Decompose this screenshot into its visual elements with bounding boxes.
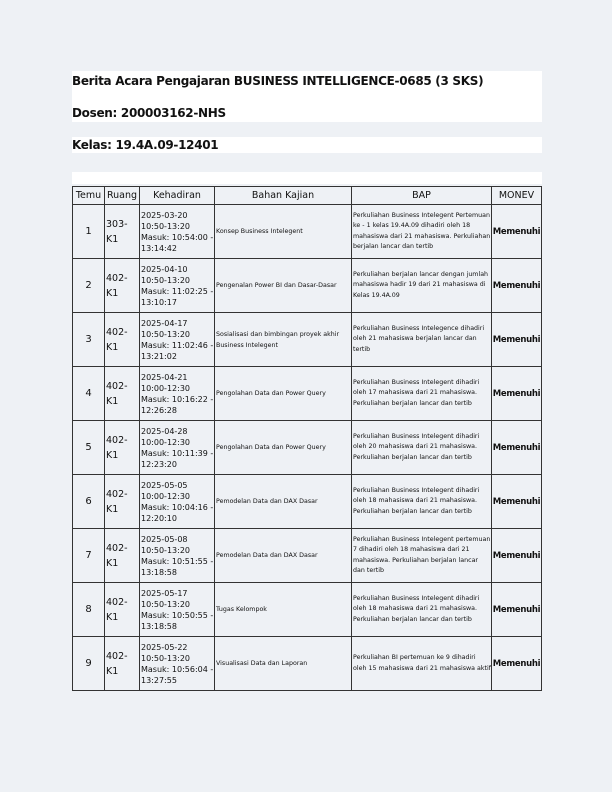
meeting-number: 8 xyxy=(73,583,105,637)
table-row xyxy=(73,583,542,637)
table-row xyxy=(73,637,542,691)
table-row xyxy=(73,205,542,259)
study-material: Konsep Business Intelegent xyxy=(215,205,352,259)
study-material: Pemodelan Data dan DAX Dasar xyxy=(215,475,352,529)
document-title: Berita Acara Pengajaran BUSINESS INTELLIGENCE-0685 (3 SKS) xyxy=(72,74,484,88)
table-row xyxy=(73,421,542,475)
column-header-ruang: Ruang xyxy=(105,187,140,205)
monev-status: Memenuhi xyxy=(492,313,542,367)
lecture-report: Perkuliahan Business Intelegent dihadiri oleh 20 mahasiswa dari 21 mahasiswa. Perkuliahan berjalan lancar dan tertib xyxy=(352,421,492,475)
room: 402-K1 xyxy=(105,529,140,583)
monev-status: Memenuhi xyxy=(492,421,542,475)
lecture-report: Perkuliahan Business Intelegent pertemuan 7 dihadiri oleh 18 mahasiswa dari 21 mahasiswa. Perkuliahan berjalan lancar dan tertib xyxy=(352,529,492,583)
lecture-report: Perkuliahan Business Intelegent dihadiri oleh 17 mahasiswa dari 21 mahasiswa. Perkuliahan berjalan lancar dan tertib xyxy=(352,367,492,421)
table-row xyxy=(73,367,542,421)
schedule: 2025-05-17 10:50-13:20 xyxy=(141,588,190,609)
table-header-row xyxy=(73,187,542,205)
check-in: Masuk: 10:11:39 - 12:23:20 xyxy=(141,448,214,469)
monev-status: Memenuhi xyxy=(492,475,542,529)
monev-status: Memenuhi xyxy=(492,367,542,421)
room: 402-K1 xyxy=(105,259,140,313)
schedule: 2025-04-10 10:50-13:20 xyxy=(141,264,190,285)
column-header-bap: BAP xyxy=(352,187,492,205)
room: 303-K1 xyxy=(105,205,140,259)
lecturer-label: Dosen: 200003162-NHS xyxy=(72,106,226,120)
check-in: Masuk: 10:54:00 - 13:14:42 xyxy=(141,232,214,253)
monev-status: Memenuhi xyxy=(492,583,542,637)
check-in: Masuk: 10:51:55 - 13:18:58 xyxy=(141,556,214,577)
meeting-number: 7 xyxy=(73,529,105,583)
attendance-cell xyxy=(140,529,215,583)
room: 402-K1 xyxy=(105,367,140,421)
study-material: Pengenalan Power BI dan Dasar-Dasar xyxy=(215,259,352,313)
attendance-cell xyxy=(140,421,215,475)
attendance-cell xyxy=(140,583,215,637)
column-header-bahan-kajian: Bahan Kajian xyxy=(215,187,352,205)
room: 402-K1 xyxy=(105,475,140,529)
schedule: 2025-04-28 10:00-12:30 xyxy=(141,426,190,447)
schedule: 2025-04-21 10:00-12:30 xyxy=(141,372,190,393)
study-material: Pemodelan Data dan DAX Dasar xyxy=(215,529,352,583)
meeting-number: 1 xyxy=(73,205,105,259)
header-band xyxy=(72,172,542,184)
room: 402-K1 xyxy=(105,583,140,637)
study-material: Visualisasi Data dan Laporan xyxy=(215,637,352,691)
monev-status: Memenuhi xyxy=(492,205,542,259)
schedule: 2025-05-22 10:50-13:20 xyxy=(141,642,190,663)
room: 402-K1 xyxy=(105,637,140,691)
lecture-report: Perkuliahan Business Intelegent dihadiri oleh 18 mahasiswa dari 21 mahasiswa. Perkuliahan berjalan lancar dan tertib xyxy=(352,475,492,529)
lecture-report: Perkuliahan Business Intelegence dihadiri oleh 21 mahasiswa berjalan lancar dan tertib xyxy=(352,313,492,367)
room: 402-K1 xyxy=(105,421,140,475)
column-header-temu: Temu xyxy=(73,187,105,205)
room: 402-K1 xyxy=(105,313,140,367)
check-in: Masuk: 10:56:04 - 13:27:55 xyxy=(141,664,214,685)
meeting-number: 5 xyxy=(73,421,105,475)
column-header-monev: MONEV xyxy=(492,187,542,205)
monev-status: Memenuhi xyxy=(492,259,542,313)
attendance-cell xyxy=(140,637,215,691)
attendance-cell xyxy=(140,313,215,367)
meeting-number: 3 xyxy=(73,313,105,367)
lecture-report: Perkuliahan BI pertemuan ke 9 dihadiri oleh 15 mahasiswa dari 21 mahasiswa aktif xyxy=(352,637,492,691)
attendance-cell xyxy=(140,205,215,259)
meeting-number: 6 xyxy=(73,475,105,529)
attendance-cell xyxy=(140,367,215,421)
lecture-report: Perkuliahan Business Intelegent dihadiri oleh 18 mahasiswa dari 21 mahasiswa. Perkuliahan berjalan lancar dan tertib xyxy=(352,583,492,637)
table-row xyxy=(73,475,542,529)
study-material: Tugas Kelompok xyxy=(215,583,352,637)
monev-status: Memenuhi xyxy=(492,637,542,691)
study-material: Sosialisasi dan bimbingan proyek akhir Business Intelegent xyxy=(215,313,352,367)
attendance-cell xyxy=(140,475,215,529)
table-row xyxy=(73,313,542,367)
study-material: Pengolahan Data dan Power Query xyxy=(215,367,352,421)
schedule: 2025-03-20 10:50-13:20 xyxy=(141,210,190,231)
study-material: Pengolahan Data dan Power Query xyxy=(215,421,352,475)
meeting-number: 2 xyxy=(73,259,105,313)
lecture-report: Perkuliahan berjalan lancar dengan jumlah mahasiswa hadir 19 dari 21 mahasiswa di Kelas 19.4A.09 xyxy=(352,259,492,313)
table-row xyxy=(73,259,542,313)
attendance-cell xyxy=(140,259,215,313)
column-header-kehadiran: Kehadiran xyxy=(140,187,215,205)
monev-status: Memenuhi xyxy=(492,529,542,583)
class-label: Kelas: 19.4A.09-12401 xyxy=(72,138,219,152)
table-row xyxy=(73,529,542,583)
meeting-number: 4 xyxy=(73,367,105,421)
check-in: Masuk: 11:02:46 - 13:21:02 xyxy=(141,340,214,361)
schedule: 2025-04-17 10:50-13:20 xyxy=(141,318,190,339)
lecture-report: Perkuliahan Business Intelegent Pertemuan ke - 1 kelas 19.4A.09 dihadiri oleh 18 mahasiswa dari 21 mahasiswa. Perkuliahan berjalan lancar dan tertib xyxy=(352,205,492,259)
check-in: Masuk: 11:02:25 - 13:10:17 xyxy=(141,286,214,307)
check-in: Masuk: 10:16:22 - 12:26:28 xyxy=(141,394,214,415)
attendance-table xyxy=(72,186,542,691)
schedule: 2025-05-08 10:50-13:20 xyxy=(141,534,190,555)
check-in: Masuk: 10:50:55 - 13:18:58 xyxy=(141,610,214,631)
schedule: 2025-05-05 10:00-12:30 xyxy=(141,480,190,501)
meeting-number: 9 xyxy=(73,637,105,691)
check-in: Masuk: 10:04:16 - 12:20:10 xyxy=(141,502,214,523)
